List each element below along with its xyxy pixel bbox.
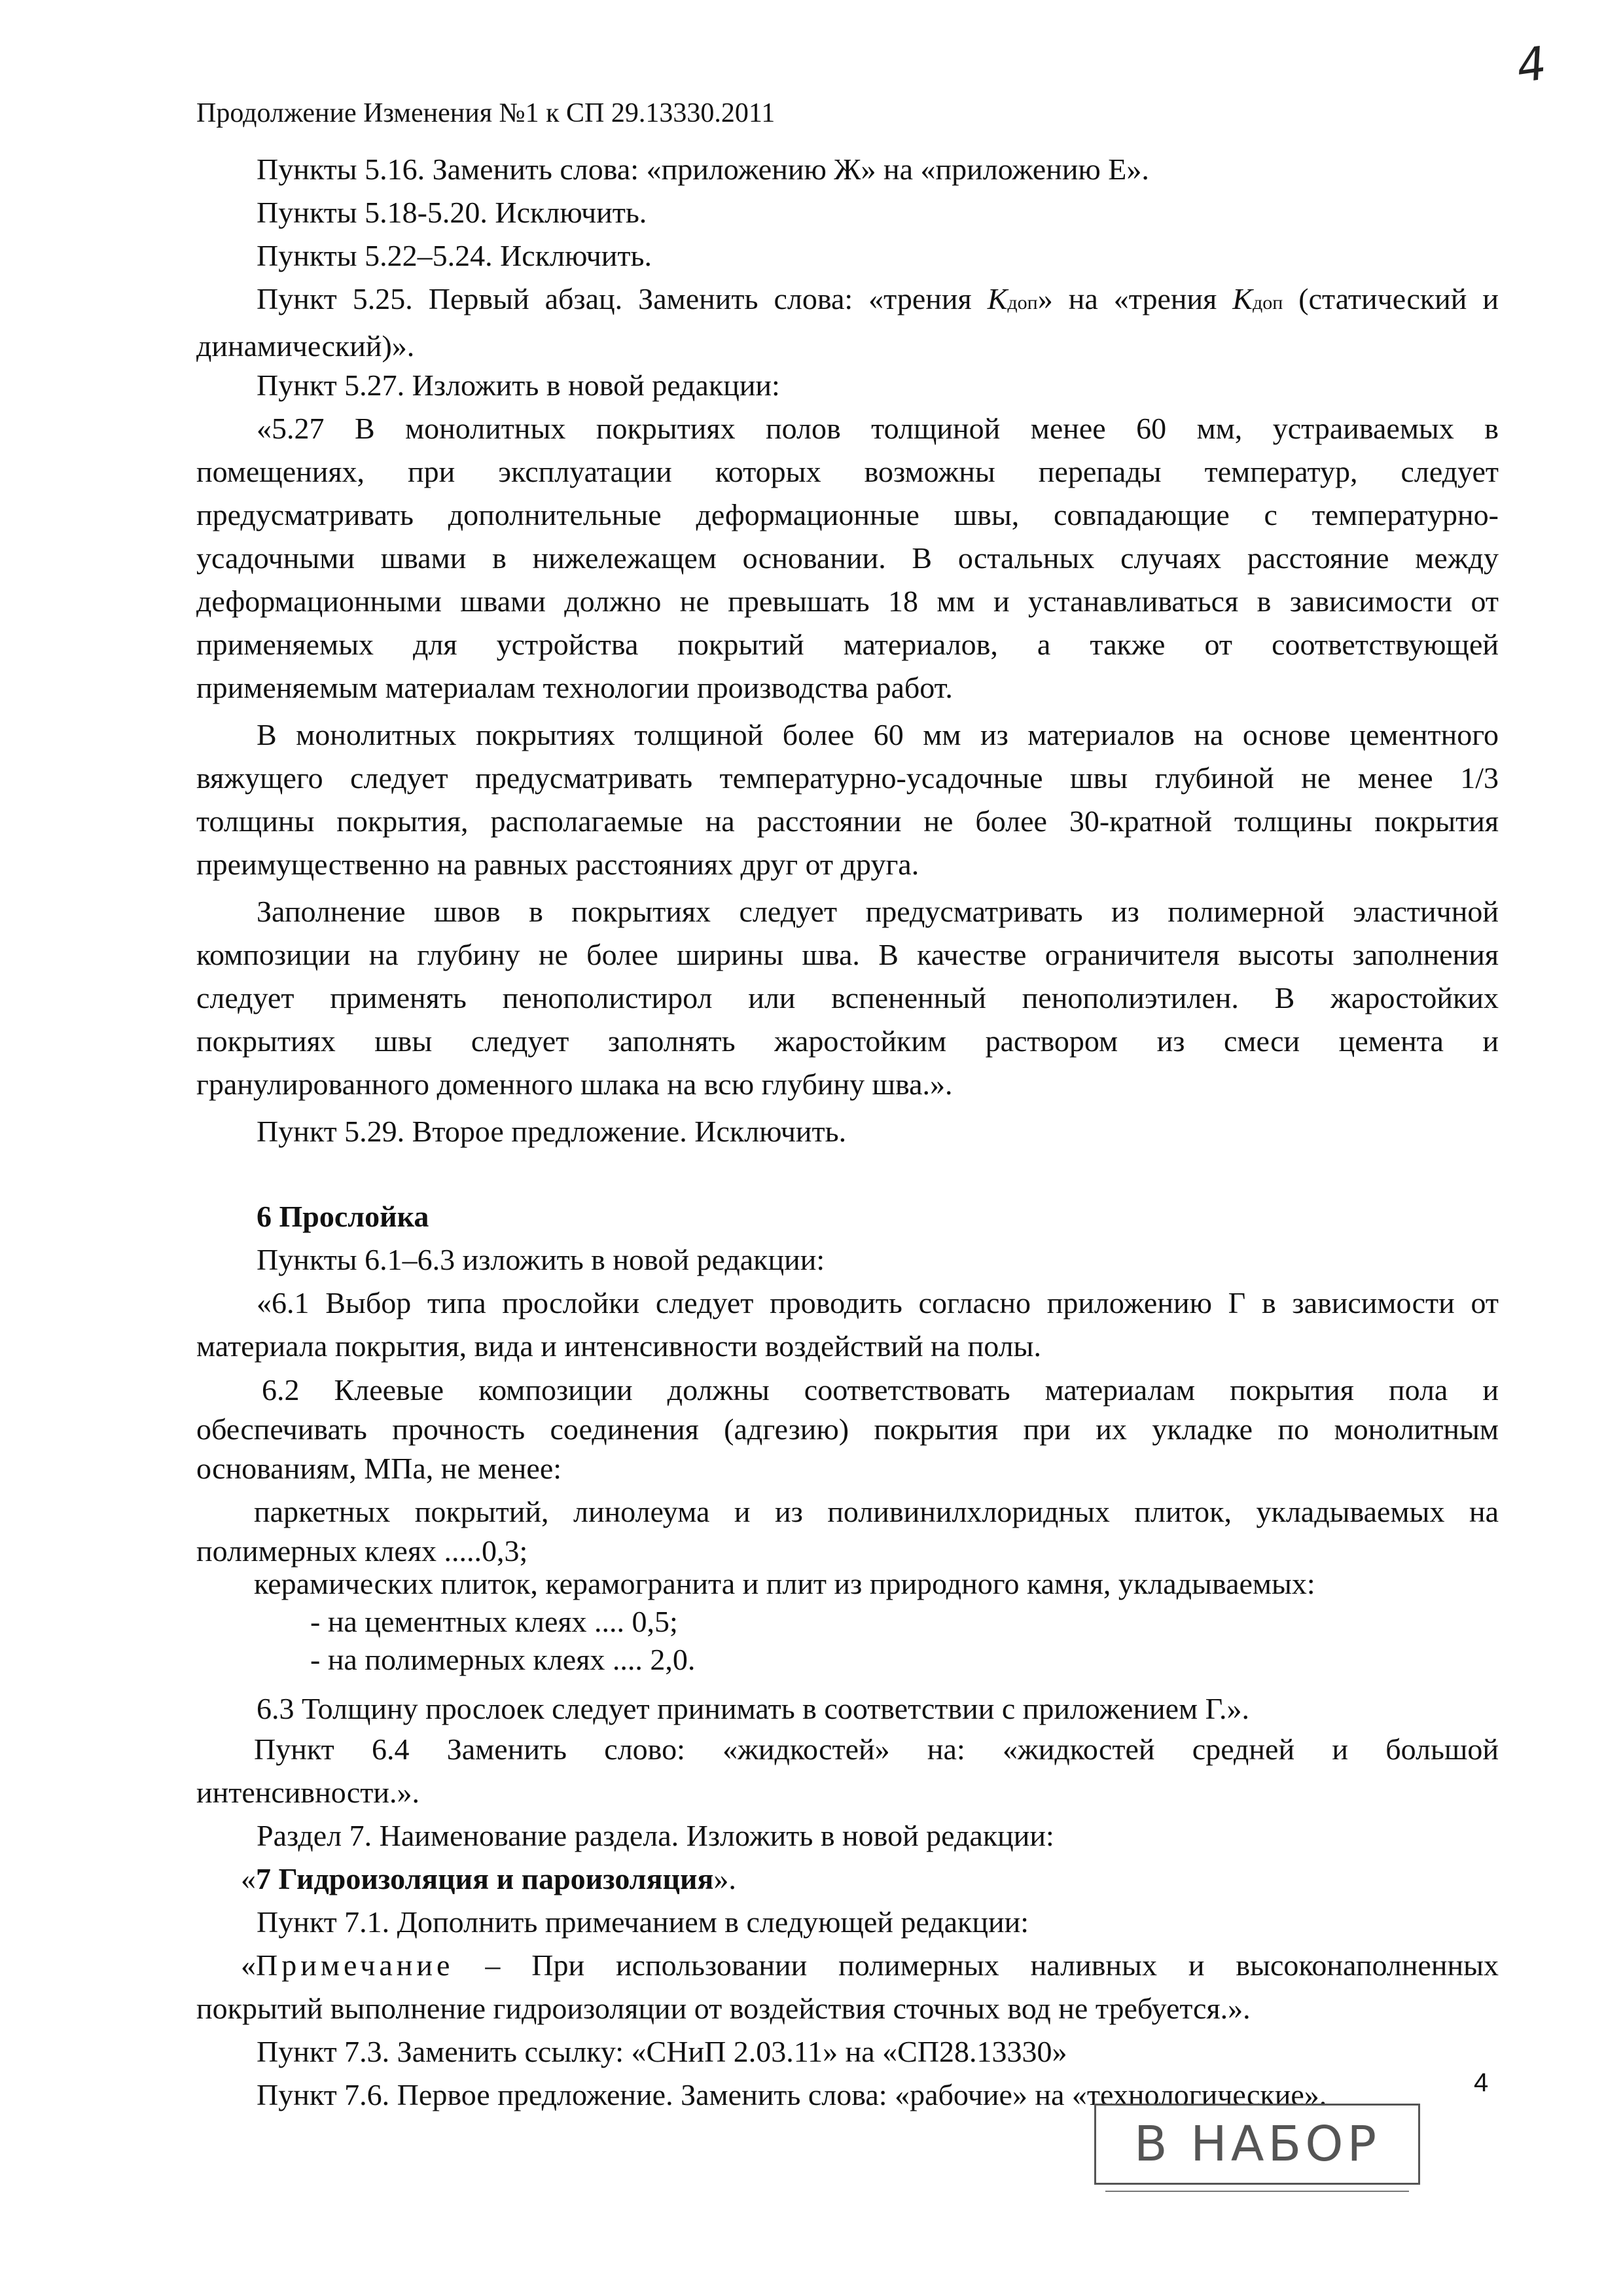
page-number: 4: [1474, 2068, 1489, 2097]
paragraph-section-7: Раздел 7. Наименование раздела. Изложить в новой редакции:: [257, 1819, 1054, 1852]
paragraph-5-22: Пункты 5.22–5.24. Исключить.: [257, 239, 652, 272]
paragraph-7-1: Пункт 7.1. Дополнить примечанием в следующей редакции:: [257, 1905, 1029, 1939]
paragraph-6-1-intro: Пункты 6.1–6.3 изложить в новой редакции:: [257, 1243, 825, 1276]
paragraph-5-18: Пункты 5.18-5.20. Исключить.: [257, 196, 647, 229]
paragraph-5-29: Пункт 5.29. Второе предложение. Исключить.: [257, 1115, 847, 1148]
quote-6-3: 6.3 Толщину прослоек следует принимать в соответствии с приложением Г.».: [257, 1692, 1250, 1725]
paragraph-5-27-intro: Пункт 5.27. Изложить в новой редакции:: [257, 368, 780, 402]
section-heading-6: 6 Прослойка: [257, 1200, 429, 1233]
quote-6-2: 6.2 Клеевые композиции должны соответствовать материалам покрытия пола и обеспечивать прочность соединения (адгезию) покрытия при их укладке по монолитным основаниям, МПа, не менее:: [196, 1373, 1499, 1485]
list-ceramic: керамических плиток, керамогранита и плит из природного камня, укладываемых:: [254, 1567, 1315, 1600]
quote-note: «Примечание – При использовании полимерных наливных и высоконаполненных покрытий выполнение гидроизоляции от воздействия сточных вод не требуется.».: [196, 1948, 1499, 2025]
list-parquet: паркетных покрытий, линолеума и из поливинилхлоридных плиток, укладываемых на полимерных клеях .....0,3;: [196, 1495, 1499, 1568]
paragraph-cement-joints: В монолитных покрытиях толщиной более 60 мм из материалов на основе цементного вяжущего следует предусматривать температурно-усадочные швы глубиной не менее 1/3 толщины покрытия, располагаемые на расстоянии не более 30-кратной толщины покрытия преимущественно на равных расстояниях друг от друга.: [196, 718, 1499, 881]
quote-5-27: «5.27 В монолитных покрытиях полов толщиной менее 60 мм, устраиваемых в помещениях, при эксплуатации которых возможны перепады температур, следует предусматривать дополнительные деформационные швы, совпадающие с температурно- усадочными швами в нижележащем основании. В остальных случаях расстояние между деформационными швами должно не превышать 18 мм и устанавливаться в зависимости от применяемых для устройства покрытий материалов, а также от соответствующей применяемым материалам технологии производства работ.: [196, 412, 1499, 704]
list-item-cement: - на цементных клеях .... 0,5;: [310, 1605, 678, 1638]
document-header: Продолжение Изменения №1 к СП 29.13330.2011: [196, 98, 776, 128]
paragraph-5-25: Пункт 5.25. Первый абзац. Заменить слова: «трения Kдоп» на «трения Kдоп (статический и динамический)».: [196, 282, 1499, 363]
quote-6-1: «6.1 Выбор типа прослойки следует проводить согласно приложению Г в зависимости от материала покрытия, вида и интенсивности воздействий на полы.: [196, 1286, 1499, 1363]
stamp-v-nabor: В НАБОР: [1094, 2104, 1420, 2185]
section-heading-7: «7 Гидроизоляция и пароизоляция».: [241, 1862, 736, 1895]
paragraph-7-6: Пункт 7.6. Первое предложение. Заменить слова: «рабочие» на «технологические».: [257, 2078, 1327, 2111]
handwritten-page-number: 4: [1513, 36, 1550, 94]
list-item-polymer: - на полимерных клеях .... 2,0.: [310, 1643, 696, 1676]
paragraph-6-4: Пункт 6.4 Заменить слово: «жидкостей» на: «жидкостей средней и большой интенсивности.».: [196, 1732, 1499, 1809]
paragraph-7-3: Пункт 7.3. Заменить ссылку: «СНиП 2.03.11» на «СП28.13330»: [257, 2035, 1067, 2068]
paragraph-5-16: Пункты 5.16. Заменить слова: «приложению Ж» на «приложению Е».: [257, 152, 1149, 186]
paragraph-joint-filling: Заполнение швов в покрытиях следует предусматривать из полимерной эластичной композиции на глубину не более ширины шва. В качестве ограничителя высоты заполнения следует применять пенополистирол или вспененный пенополиэтилен. В жаростойких покрытиях швы следует заполнять жаростойким раствором из смеси цемента и гранулированного доменного шлака на всю глубину шва.».: [196, 895, 1499, 1101]
